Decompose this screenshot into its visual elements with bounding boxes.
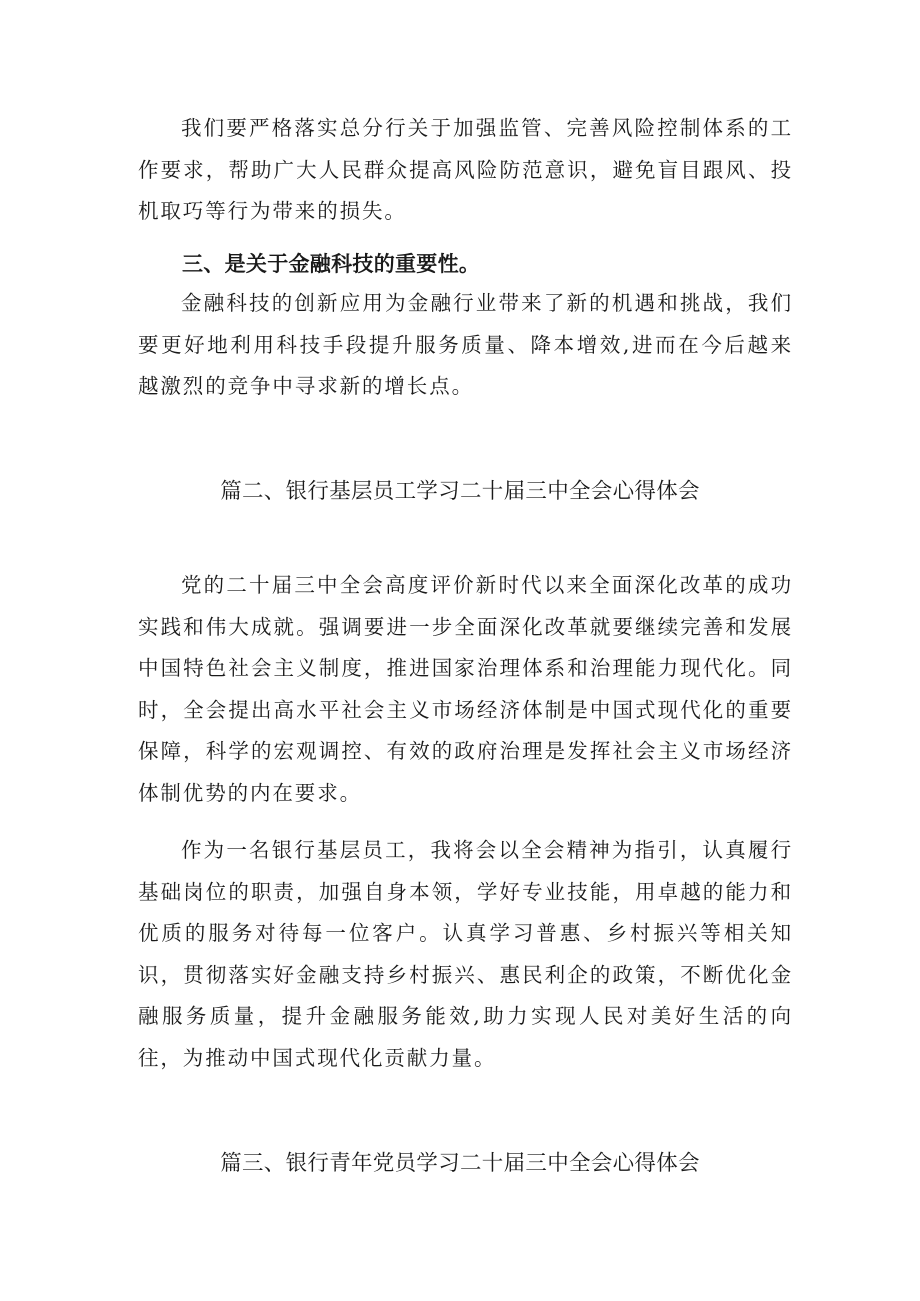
section-2-paragraph-employee: 作为一名银行基层员工，我将会以全会精神为指引，认真履行基础岗位的职责，加强自身本领，学好专业技能，用卓越的能力和优质的服务对待每一位客户。认真学习普惠、乡村振兴等相关知识，贯彻落实好金融支持乡村振兴、惠民利企的政策，不断优化金融服务质量，提升金融服务能效,助力实现人民对美好生活的向往，为推动中国式现代化贡献力量。 <box>138 838 793 1070</box>
paragraph-risk-control: 我们要严格落实总分行关于加强监管、完善风险控制体系的工作要求，帮助广大人民群众提高风险防范意识，避免盲目跟风、投机取巧等行为带来的损失。 <box>138 116 793 223</box>
subheading-fintech-importance: 三、是关于金融科技的重要性。 <box>182 252 481 276</box>
section-2-title: 篇二、银行基层员工学习二十届三中全会心得体会 <box>220 479 700 504</box>
paragraph-fintech: 金融科技的创新应用为金融行业带来了新的机遇和挑战，我们要更好地利用科技手段提升服务质量、降本增效,进而在今后越来越激烈的竞争中寻求新的增长点。 <box>138 291 793 398</box>
section-3-title: 篇三、银行青年党员学习二十届三中全会心得体会 <box>220 1151 700 1176</box>
section-2-paragraph-plenum: 党的二十届三中全会高度评价新时代以来全面深化改革的成功实践和伟大成就。强调要进一步全面深化改革就要继续完善和发展中国特色社会主义制度，推进国家治理体系和治理能力现代化。同时，全会提出高水平社会主义市场经济体制是中国式现代化的重要保障，科学的宏观调控、有效的政府治理是发挥社会主义市场经济体制优势的内在要求。 <box>138 573 793 805</box>
